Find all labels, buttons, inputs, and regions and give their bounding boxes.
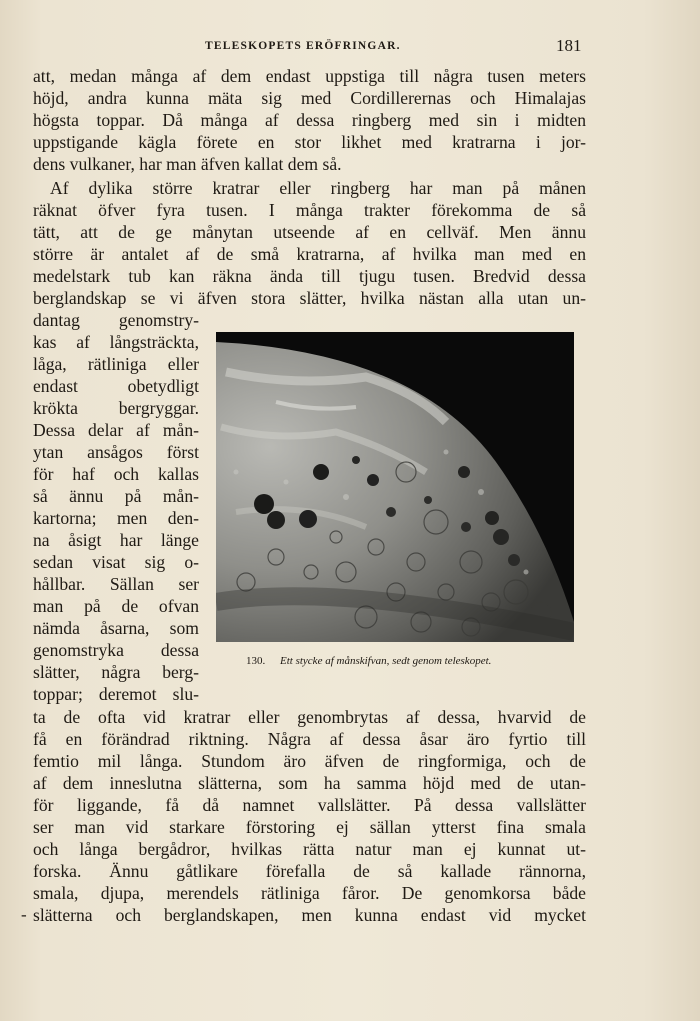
text-line: smala, djupa, merendels rätliniga fåror. De genomkorsa både — [33, 883, 586, 903]
page-header — [0, 36, 700, 60]
text-line: ytan ansågos först — [33, 442, 199, 462]
moon-surface-illustration — [216, 332, 574, 642]
text-line: femtio mil långa. Stundom äro äfven de ringformiga, och de — [33, 751, 586, 771]
text-line: höjd, andra kunna mäta sig med Cordillerernas och Himalajas — [33, 88, 586, 108]
text-line: genomstryka dessa — [33, 640, 199, 660]
text-line: Dessa delar af mån- — [33, 420, 199, 440]
text-line: berglandskap se vi äfven stora slätter, hvilka nästan alla utan un- — [33, 288, 586, 308]
text-line: af dem inneslutna slätterna, som ha samma höjd med de utan- — [33, 773, 586, 793]
text-line: högsta toppar. Då många af dessa ringberg med sin i midten — [33, 110, 586, 130]
text-line: hållbar. Sällan ser — [33, 574, 199, 594]
text-line: och långa bergådror, hvilkas rätta natur man ej kunnat ut- — [33, 839, 586, 859]
text-line: dantag genomstry- — [33, 310, 199, 330]
margin-mark: - — [21, 905, 27, 924]
text-line: man på de ofvan — [33, 596, 199, 616]
text-line: forska. Ännu gåtlikare förefalla de så kallade rännorna, — [33, 861, 586, 881]
text-line: slätter, några berg- — [33, 662, 199, 682]
text-line: så ännu på mån- — [33, 486, 199, 506]
text-line: tätt, att de ge månytan utseende af en cellväf. Men ännu — [33, 222, 586, 242]
text-line: större är antalet af de små kratrarna, af hvilka man med en — [33, 244, 586, 264]
text-line: slätterna och berglandskapen, men kunna endast vid mycket — [33, 905, 586, 925]
text-line: ta de ofta vid kratrar eller genombrytas af dessa, hvarvid de — [33, 707, 586, 727]
text-line: för liggande, få då namnet vallslätter. På dessa vallslätter — [33, 795, 586, 815]
page-number: 181 — [556, 36, 582, 55]
text-line: kartorna; men den- — [33, 508, 199, 528]
text-line: ser man vid starkare förstoring ej sällan ytterst fina smala — [33, 817, 586, 837]
figure-caption — [246, 655, 586, 667]
text-line: dens vulkaner, har man äfven kallat dem så. — [33, 154, 342, 174]
text-line: medelstark tub kan räkna ända till tjugu tusen. Bredvid dessa — [33, 266, 586, 286]
text-line: att, medan många af dem endast uppstiga till några tusen meters — [33, 66, 586, 86]
text-line: för haf och kallas — [33, 464, 199, 484]
text-line: få en förändrad riktning. Några af dessa åsar äro fyrtio till — [33, 729, 586, 749]
figure-caption-text: Ett stycke af månskifvan, sedt genom teleskopet. — [280, 655, 492, 667]
running-head: TELESKOPETS ERÖFRINGAR. — [205, 40, 401, 52]
text-line: Af dylika större kratrar eller ringberg har man på månen — [50, 178, 586, 198]
text-line: endast obetydligt — [33, 376, 199, 396]
text-line: nämda åsarna, som — [33, 618, 199, 638]
text-line: krökta bergryggar. — [33, 398, 199, 418]
text-line: låga, rätliniga eller — [33, 354, 199, 374]
text-line: toppar; deremot slu- — [33, 684, 199, 704]
text-line: sedan visat sig o- — [33, 552, 199, 572]
text-line: räknat öfver fyra tusen. I många trakter förekomma de så — [33, 200, 586, 220]
figure-number: 130. — [246, 655, 266, 667]
text-line: uppstigande kägla förete en stor likhet med kratrarna i jor- — [33, 132, 586, 152]
text-line: kas af långsträckta, — [33, 332, 199, 352]
text-line: na åsigt har länge — [33, 530, 199, 550]
